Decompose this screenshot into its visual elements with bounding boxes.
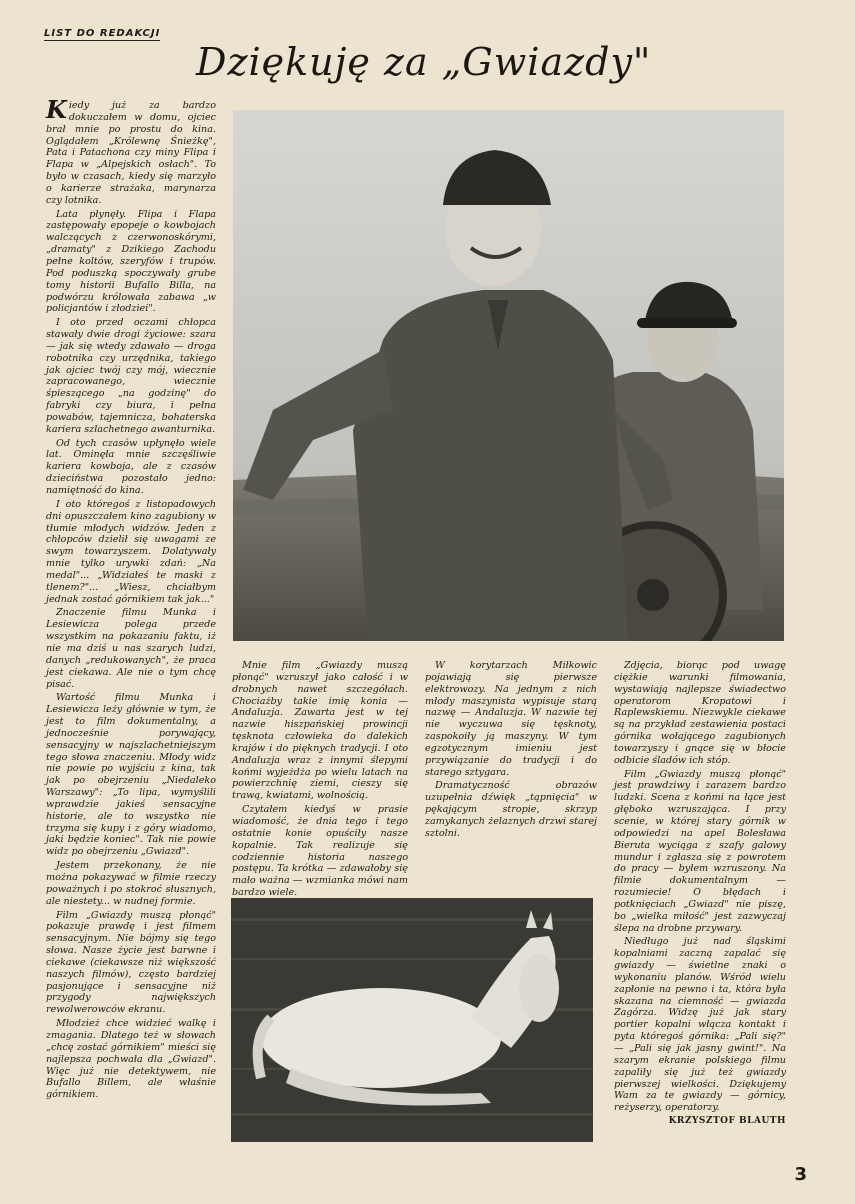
text-column-3 — [425, 660, 597, 842]
paragraph: Niedługo już nad śląskimi kopalniami zaczną zapalać się gwiazdy — świetlne znaki o wykonaniu planów. Wśród wielu zapłonie na pewno i ta, która była skazana na ciemność — gwiazda Zagórza. Widzę już jak stary portier kopalni włącza kontakt i pyta któregoś górnika: „Pali się?" — „Pali się jak jasny gwint!". Na szarym ekranie polskiego filmu zapaliły się już też gwiazdy pierwszej wielkości. Dziękujemy Wam za te gwiazdy — górnicy, reżyserzy, operatorzy. — [614, 936, 786, 1114]
text-column-2 — [232, 660, 408, 901]
paragraph: Film „Gwiazdy muszą płonąć" jest prawdziwy i zarazem bardzo ludzki. Scena z końmi na łące jest głęboko wzruszająca. I przy scenie, w której stary górnik w odpowiedzi na apel Bolesława Bieruta wyciąga z szafy galowy mundur i zgłasza się z powrotem do pracy — byłem wzruszony. Na filmie dokumentalnym — rozumiecie! O błędach i potknięciach „Gwiazd" nie piszę, bo „wielka miłość" jest zazwyczaj ślepa na drobne przywary. — [614, 768, 786, 934]
paragraph: Zdjęcia, biorąc pod uwagę ciężkie warunki filmowania, wystawiają najlepsze świadectwo operatorom Kropatowi i Raplewskiemu. Niezwykle ciekawe są na przykład zestawienia postaci górnika wołającego zagubionych towarzyszy i gnące się w błocie odbicie śladów ich stóp. — [614, 660, 786, 766]
article-title: Dziękuję za „Gwiazdy" — [196, 40, 652, 84]
text-column-1 — [46, 95, 216, 1103]
author-signature: KRZYSZTOF BLAUTH — [668, 1116, 786, 1127]
paragraph: I oto przed oczami chłopca stawały dwie drogi życiowe: szara — jak się wtedy zdawało — droga robotnika czy urzędnika, takiego jak ojciec twój czy mój, wiecznie zapracowanego, wiecznie śpieszącego „na godzinę" do fabryki czy biura, i pełna powabów, tajemnicza, bohaterska kariera szlachetnego awanturnika. — [46, 317, 216, 435]
paragraph: W korytarzach Miłkowic pojawiają się pierwsze elektrowozy. Na jednym z nich młody maszynista wypisuje starą nazwę — Andaluzja. W nazwie tej nie wyczuwa się tęsknoty, zaspokoiły ją maszyny. W tym egzotycznym imieniu jest przywiązanie do tradycji i do starego sztygara. — [425, 660, 597, 778]
page-number: 3 — [794, 1164, 807, 1185]
paragraph: Młodzież chce widzieć walkę i zmagania. Dlatego też w słowach „chcę zostać górnikiem" mieści się najlepsza pochwała dla „Gwiazd". Więc już nie detektywem, nie Bufallo Billem, ale właśnie górnikiem. — [46, 1018, 216, 1101]
photo-horse — [231, 898, 593, 1142]
paragraph: Czytałem kiedyś w prasie wiadomość, że dnia tego i tego ostatnie konie opuściły nasze kopalnie. Tak realizuje się codziennie historia naszego postępu. Ta krótka — zdawałoby się mało ważna — wzmianka mówi nam bardzo wiele. — [232, 804, 408, 899]
section-label: LIST DO REDAKCJI — [44, 28, 161, 39]
horse-illustration — [231, 898, 593, 1142]
miners-illustration — [233, 110, 784, 641]
text-column-4 — [614, 660, 786, 1130]
paragraph: Znaczenie filmu Munka i Lesiewicza polega przede wszystkim na pokazaniu faktu, iż nie ma dziś u nas szarych ludzi, danych „redukowanych", że praca jest ciekawa. Ale nie o tym chcę pisać. — [46, 607, 216, 690]
paragraph: Wartość filmu Munka i Lesiewicza leży głównie w tym, że jest to film dokumentalny, a jednocześnie porywający, sensacyjny w najszlachetniejszym tego słowa znaczeniu. Młody widz nie powie po wyjściu z kina, tak jak po obejrzeniu „Niedaleko Warszawy": „To lipa, wymyślili wprawdzie jakieś sensacyjne historie, ale to wszystko nie trzyma się kupy i z góry wiadomo, jaki będzie koniec". Tak nie powie widz po obejrzeniu „Gwiazd". — [46, 692, 216, 858]
photo-two-miners — [233, 110, 784, 641]
paragraph: Jestem przekonany, że nie można pokazywać w filmie rzeczy poważnych i po stokroć słusznych, ale niestety... w nudnej formie. — [46, 860, 216, 907]
paragraph: Lata płynęły. Flipa i Flapa zastępowały epopeje o kowbojach walczących z czerwonoskórymi, „dramaty" z Dzikiego Zachodu pełne koltów, szeryfów i trupów. Pod poduszką spoczywały grube tomy historii Bufallo Billa, na podwórzu królowała zabawa „w policjantów i złodziei". — [46, 208, 216, 315]
paragraph: Od tych czasów upłynęło wiele lat. Ominęła mnie szczęśliwie kariera kowboja, ale z czasów dzieciństwa pozostało jedno: namiętność do kina. — [46, 437, 216, 496]
paragraph: Mnie film „Gwiazdy muszą płonąć" wzruszył jako całość i w drobnych nawet szczegółach. Chociażby takie imię konia — Andaluzja. Zawarta jest w tej nazwie hiszpańskiej prowincji tęsknota człowieka do dalekich krajów i do pięknych tradycji. I oto Andaluzja wraz z innymi ślepymi końmi wyjeżdża po wielu latach na powierzchnię ziemi, cieszy się trawą, kwiatami, wolnością. — [232, 660, 408, 802]
paragraph: Dramatyczność obrazów uzupełnia dźwięk „tąpnięcia" w pękającym stropie, skrzyp zamykanych żelaznych drzwi starej sztolni. — [425, 780, 597, 839]
paragraph: I oto któregoś z listopadowych dni opuszczałem kino zagubiony w tłumie młodych widzów. Jeden z chłopców dzielił się uwagami ze swym towarzyszem. Dolatywały mnie tylko urywki zdań: „Na medal"... „Widziałeś te maski z tlenem?"... „Wiesz, chciałbym jednak zostać górnikiem tak jak..." — [46, 498, 216, 605]
paragraph: Kiedy już za bardzo dokuczałem w domu, ojciec brał mnie po prostu do kina. Oglądałem „Królewnę Śnieżkę", Pata i Patachona czy miny Flipa i Flapa w „Alpejskich osłach". To było w czasach, kiedy się marzyło o karierze strażaka, marynarza czy lotnika. — [46, 95, 216, 206]
paragraph: Film „Gwiazdy muszą płonąć" pokazuje prawdę i jest filmem sensacyjnym. Nie bójmy się tego słowa. Nasze życie jest barwne i ciekawe (ciekawsze niż większość naszych filmów), często bardziej pasjonujące i sensacyjne niż przygody największych rewolwerowców ekranu. — [46, 909, 216, 1016]
